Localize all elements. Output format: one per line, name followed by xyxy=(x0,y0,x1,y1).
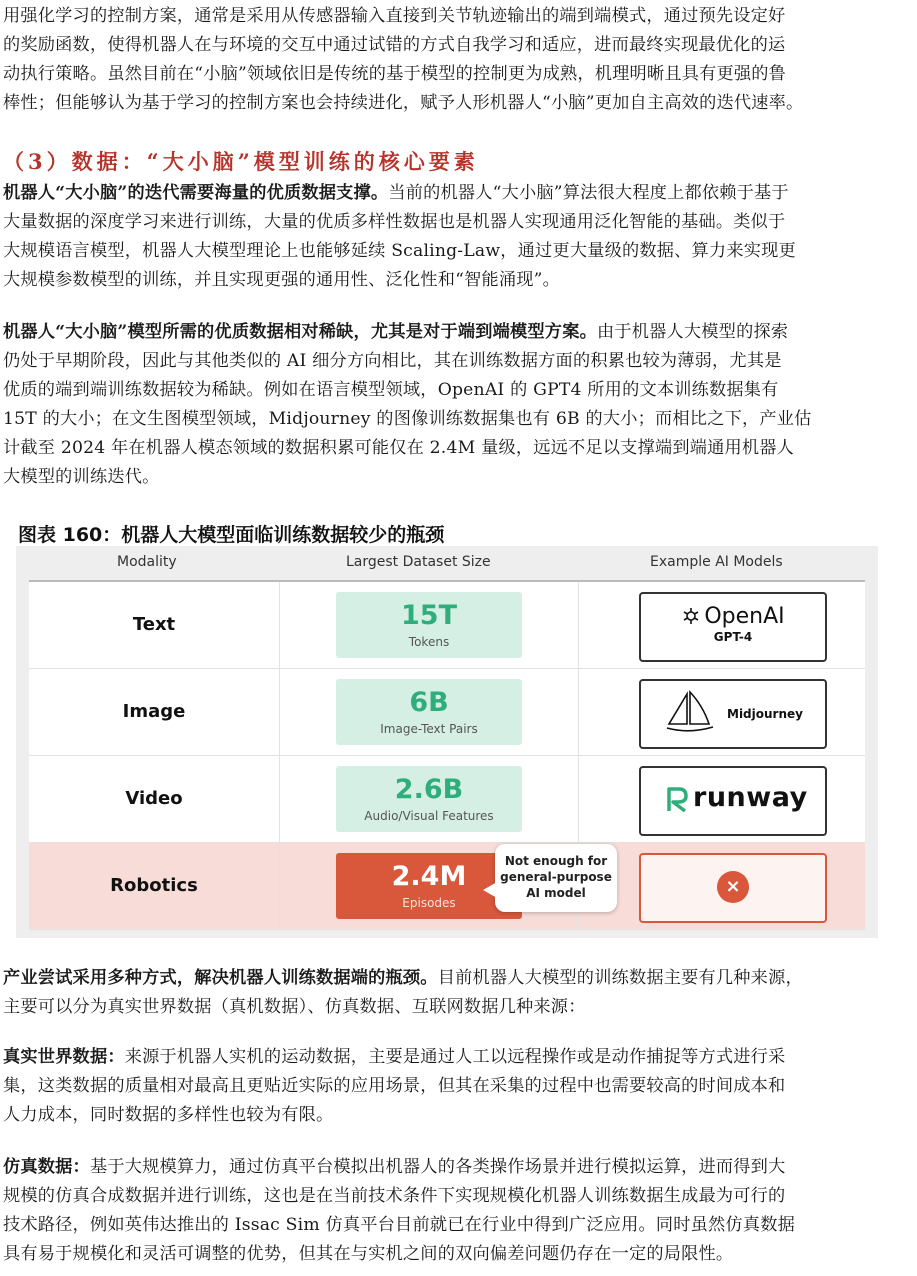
callout-tail xyxy=(483,882,497,898)
paragraph-lead: 产业尝试采用多种方式，解决机器人训练数据端的瓶颈。 xyxy=(3,968,438,988)
paragraph-line: 机器人“大小脑”的迭代需要海量的优质数据支撑。当前的机器人“大小脑”算法很大程度上都依赖于基于 xyxy=(3,183,789,203)
openai-icon xyxy=(681,606,701,626)
dataset-unit: Episodes xyxy=(402,896,456,910)
dataset-value: 6B xyxy=(409,687,449,718)
paragraph-industry-approaches xyxy=(3,964,913,1022)
dataset-cell xyxy=(280,756,579,842)
paragraph-line: 大规模参数模型的训练，并且实现更强的通用性、泛化性和“智能涌现”。 xyxy=(3,270,560,290)
openai-logo xyxy=(639,592,827,662)
modality-label: Text xyxy=(29,582,280,668)
dataset-unit: Image-Text Pairs xyxy=(380,722,478,736)
paragraph-line: 仍处于早期阶段，因此与其他类似的 AI 细分方向相比，其在训练数据方面的积累也较为薄弱，尤其是 xyxy=(3,351,782,371)
runway-icon xyxy=(665,786,691,814)
paragraph-lead: 机器人“大小脑”模型所需的优质数据相对稀缺，尤其是对于端到端模型方案。 xyxy=(3,322,597,342)
paragraph-line: 大模型的训练迭代。 xyxy=(3,467,160,487)
paragraph-line: 机器人“大小脑”模型所需的优质数据相对稀缺，尤其是对于端到端模型方案。由于机器人大模型的探索 xyxy=(3,322,789,342)
paragraph-line: 优质的端到端训练数据较为稀缺。例如在语言模型领域，OpenAI 的 GPT4 所用的文本训练数据集有 xyxy=(3,380,779,400)
dataset-tile xyxy=(336,679,522,745)
figure-title: 图表 160：机器人大模型面临训练数据较少的瓶颈 xyxy=(18,524,445,546)
header-example-models: Example AI Models xyxy=(650,554,783,570)
sailboat-icon xyxy=(663,690,719,736)
callout-bubble xyxy=(495,844,617,912)
paragraph-lead: 仿真数据： xyxy=(3,1157,90,1177)
intro-line: 的奖励函数，使得机器人在与环境的交互中通过试错的方式自我学习和适应，进而最终实现最优化的运 xyxy=(3,35,786,55)
paragraph-line: 规模的仿真合成数据并进行训练，这也是在当前技术条件下实现规模化机器人训练数据生成最为可行的 xyxy=(3,1186,786,1206)
table-row-robotics xyxy=(29,843,865,930)
paragraph-line: 集，这类数据的质量相对最高且更贴近实际的应用场景，但其在采集的过程中也需要较高的时间成本和 xyxy=(3,1076,786,1096)
figure-dataset-comparison xyxy=(16,546,878,938)
midjourney-logo xyxy=(639,679,827,749)
callout-line: AI model xyxy=(526,886,586,900)
table-row-image xyxy=(29,669,865,756)
paragraph-simulation-data xyxy=(3,1153,913,1269)
paragraph-lead: 真实世界数据： xyxy=(3,1047,125,1067)
paragraph-data-scarcity xyxy=(3,318,913,492)
paragraph-line: 主要可以分为真实世界数据（真机数据）、仿真数据、互联网数据几种来源： xyxy=(3,997,586,1017)
dataset-cell xyxy=(280,669,579,755)
dataset-unit: Tokens xyxy=(408,635,450,649)
callout-line: Not enough for xyxy=(504,854,608,868)
modality-label: Robotics xyxy=(29,843,280,929)
header-modality: Modality xyxy=(117,554,177,570)
header-dataset-size: Largest Dataset Size xyxy=(346,554,491,570)
modality-label: Video xyxy=(29,756,280,842)
paragraph-line: 人力成本，同时数据的多样性也较为有限。 xyxy=(3,1105,334,1125)
intro-line: 动执行策略。虽然目前在“小脑”领域依旧是传统的基于模型的控制更为成熟，机理明晰且具有更强的鲁 xyxy=(3,64,787,84)
cross-icon: × xyxy=(717,871,749,903)
paragraph-lead: 机器人“大小脑”的迭代需要海量的优质数据支撑。 xyxy=(3,183,389,203)
paragraph-line: 大规模语言模型，机器人大模型理论上也能够延续 Scaling-Law，通过更大量级的数据、算力来实现更 xyxy=(3,241,796,261)
runway-logo xyxy=(639,766,827,836)
modality-label: Image xyxy=(29,669,280,755)
dataset-cell xyxy=(280,582,579,668)
openai-wordmark: OpenAI xyxy=(641,604,825,630)
intro-line: 棒性；但能够认为基于学习的控制方案也会持续进化，赋予人形机器人“小脑”更加自主高效的迭代速率。 xyxy=(3,93,804,113)
dataset-unit: Audio/Visual Features xyxy=(364,809,494,823)
paragraph-line: 真实世界数据：来源于机器人实机的运动数据，主要是通过人工以远程操作或是动作捕捉等方式进行采 xyxy=(3,1047,786,1067)
dataset-tile xyxy=(336,592,522,658)
figure-header-row xyxy=(16,546,878,580)
callout-line: general-purpose xyxy=(500,870,612,884)
paragraph-line: 大量数据的深度学习来进行训练，大量的优质多样性数据也是机器人实现通用泛化智能的基础。类似于 xyxy=(3,212,786,232)
paragraph-line: 产业尝试采用多种方式，解决机器人训练数据端的瓶颈。目前机器人大模型的训练数据主要有几种来源， xyxy=(3,968,803,988)
model-label: Midjourney xyxy=(727,707,803,721)
model-cell xyxy=(579,669,865,755)
model-cell xyxy=(579,843,865,929)
paragraph-line: 15T 的大小；在文生图模型领域，Midjourney 的图像训练数据集也有 6B 的大小；而相比之下，产业估 xyxy=(3,409,812,429)
dataset-tile xyxy=(336,766,522,832)
table-row-video xyxy=(29,756,865,843)
paragraph-real-world-data xyxy=(3,1043,913,1130)
intro-paragraph xyxy=(3,2,913,118)
table-row-text xyxy=(29,582,865,669)
model-label: runway xyxy=(693,782,808,813)
model-cell xyxy=(579,756,865,842)
section-heading: （3）数据：“大小脑”模型训练的核心要素 xyxy=(3,149,479,174)
model-cell xyxy=(579,582,865,668)
paragraph-line: 技术路径，例如英伟达推出的 Issac Sim 仿真平台目前就已在行业中得到广泛应用。同时虽然仿真数据 xyxy=(3,1215,795,1235)
paragraph-line: 计截至 2024 年在机器人模态领域的数据积累可能仅在 2.4M 量级，远远不足以支撑端到端通用机器人 xyxy=(3,438,795,458)
dataset-value: 2.4M xyxy=(391,861,467,892)
model-subtitle: GPT-4 xyxy=(713,630,753,644)
figure-table xyxy=(29,580,865,932)
intro-line: 用强化学习的控制方案，通常是采用从传感器输入直接到关节轨迹输出的端到端模式，通过预先设定好 xyxy=(3,6,786,26)
paragraph-data-demand xyxy=(3,179,913,295)
paragraph-line: 仿真数据：基于大规模算力，通过仿真平台模拟出机器人的各类操作场景并进行模拟运算，进而得到大 xyxy=(3,1157,786,1177)
dataset-value: 2.6B xyxy=(394,774,464,805)
dataset-value: 15T xyxy=(401,600,457,631)
paragraph-line: 具有易于规模化和灵活可调整的优势，但其在与实机之间的双向偏差问题仍存在一定的局限性。 xyxy=(3,1244,734,1264)
no-model-box xyxy=(639,853,827,923)
